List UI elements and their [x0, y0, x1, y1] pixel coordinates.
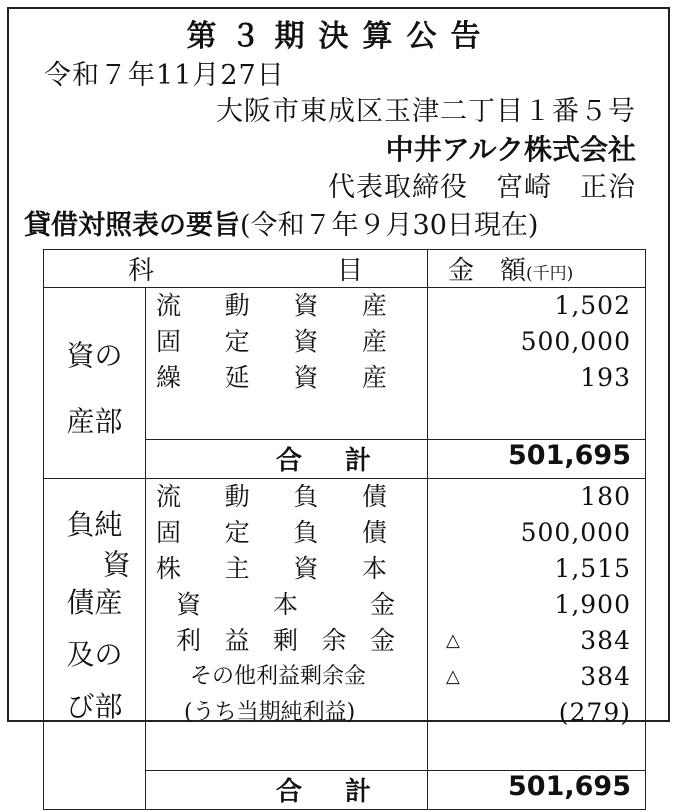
liabilities-section-cell [44, 479, 146, 810]
asset-amount-fixed: 500,000 [520, 327, 631, 356]
notice-title: 第３期決算公告 [186, 19, 495, 54]
equity-item-shareholders: 株 主 資 本 [156, 554, 387, 583]
header-kamoku-2: 目 [336, 256, 363, 286]
assets-section-line-2: 産部 [66, 405, 123, 438]
equity-item-capital: 資 本 金 [176, 590, 395, 619]
header-kamoku-1: 科 [128, 256, 155, 286]
equity-amount-other-retained: △ 384 [428, 659, 645, 695]
assets-total-label-cell: 合 計 [146, 440, 428, 479]
liabilities-amounts-cell [428, 479, 646, 771]
header-kamoku [44, 250, 428, 288]
negative-triangle-icon: △ [446, 630, 461, 651]
liab-section-line-2: 資 [102, 548, 131, 581]
liab-item-fixed: 固 定 負 債 [156, 518, 387, 547]
bs-heading-date: (令和７年９月30日現在) [240, 210, 539, 241]
liab-amount-fixed: 500,000 [520, 518, 631, 547]
liab-section-line-4: 及の [66, 638, 123, 671]
representative: 代表取締役 宮崎 正治 [328, 172, 636, 203]
balance-sheet-table [43, 249, 646, 810]
liab-item-current: 流 動 負 債 [156, 482, 387, 511]
equity-item-net-income: (うち当期純利益) [184, 700, 356, 725]
liabilities-items-cell [146, 479, 428, 771]
asset-item-deferred: 繰 延 資 産 [156, 363, 387, 392]
table-header-row [44, 250, 646, 288]
assets-items-cell [146, 288, 428, 440]
assets-amounts-cell [428, 288, 646, 440]
liab-section-line-1: 負純 [66, 508, 123, 541]
assets-section-line-1: 資の [66, 339, 123, 372]
equity-item-retained: 利 益 剰 余 金 [176, 626, 395, 655]
liab-amount-current: 180 [580, 482, 631, 511]
liabilities-total-label-cell: 合 計 [146, 771, 428, 810]
bs-heading-main: 貸借対照表の要旨 [24, 210, 240, 241]
asset-item-current: 流 動 資 産 [156, 291, 387, 320]
header-unit: (千円) [526, 264, 574, 284]
liab-section-line-5: び部 [66, 690, 123, 723]
company-name: 中井アルク株式会社 [385, 133, 636, 166]
header-kingaku [428, 250, 646, 288]
liab-section-line-3: 債産 [66, 586, 123, 619]
equity-amount-retained: △ 384 [428, 623, 645, 659]
liabilities-total-amount: 501,695 [428, 771, 646, 810]
header-kingaku-label: 金 額 [448, 256, 527, 286]
equity-amount-net-income: (279) [558, 698, 631, 727]
equity-item-other-retained: その他利益剰余金 [190, 664, 367, 689]
assets-total-amount: 501,695 [428, 440, 646, 479]
asset-amount-current: 1,502 [554, 291, 631, 320]
negative-triangle-icon: △ [446, 666, 461, 687]
notice-date: 令和７年11月27日 [44, 60, 285, 91]
asset-amount-deferred: 193 [580, 363, 631, 392]
company-address: 大阪市東成区玉津二丁目１番５号 [216, 96, 636, 127]
asset-item-fixed: 固 定 資 産 [156, 327, 387, 356]
equity-amount-capital: 1,900 [554, 590, 631, 619]
balance-sheet-heading [24, 210, 538, 242]
assets-section-cell [44, 288, 146, 479]
assets-block [44, 288, 646, 440]
equity-amount-shareholders: 1,515 [554, 554, 631, 583]
liabilities-block [44, 479, 646, 771]
